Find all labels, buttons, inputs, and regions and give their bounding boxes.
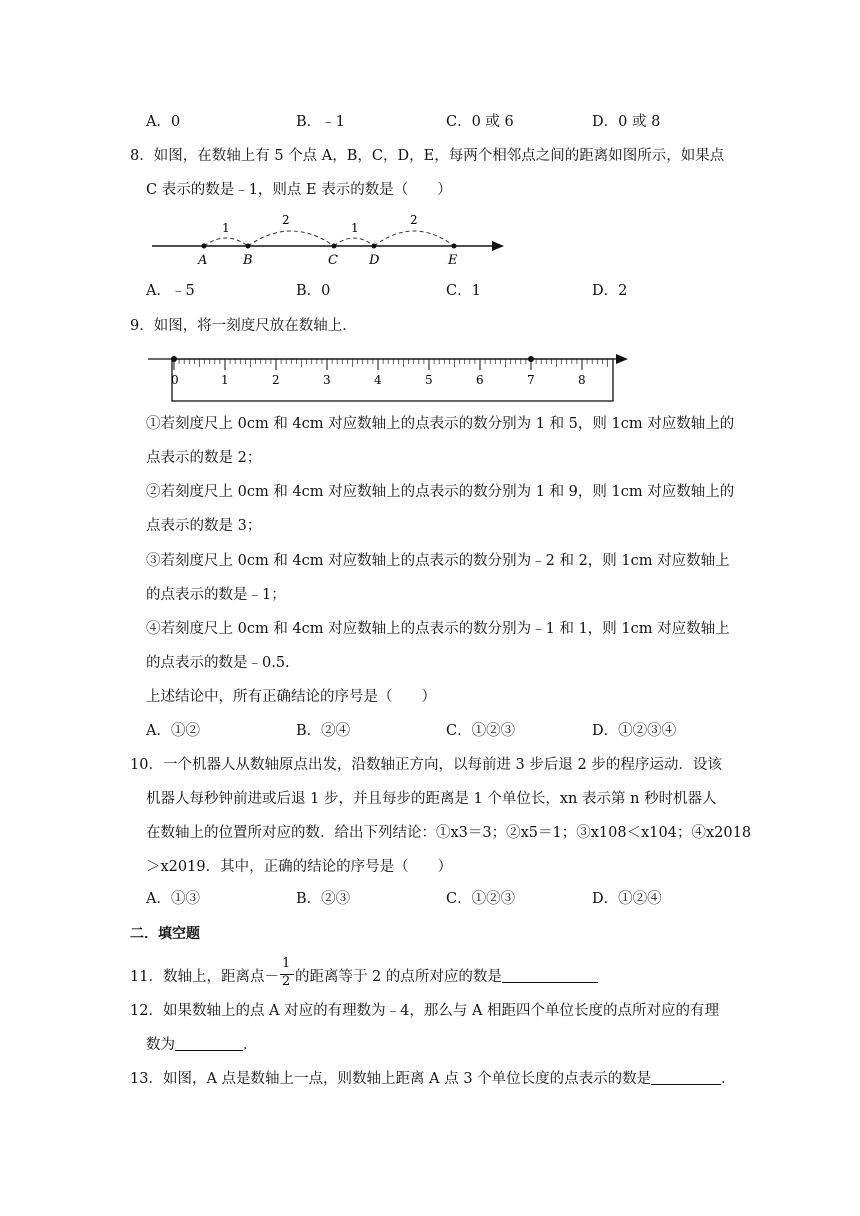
- q8-point-label-e: E: [448, 253, 458, 268]
- q8-gap-label-3: 1: [351, 221, 359, 235]
- q10-option-b: B．②③: [296, 891, 351, 907]
- q8-arc-ab: [204, 238, 248, 246]
- q12-stem-line1: 12．如果数轴上的点 A 对应的有理数为﹣4，那么与 A 相距四个单位长度的点所对应的有理: [130, 1003, 720, 1019]
- q8-arc-cd: [334, 238, 374, 246]
- q8-point-d: [372, 244, 377, 249]
- q12-answer-blank[interactable]: [175, 1036, 243, 1051]
- q9-axis-arrow: [616, 354, 628, 364]
- q9-option-b: B．②④: [296, 723, 351, 739]
- q8-point-label-d: D: [369, 253, 380, 268]
- q9-statement-3-line2: 的点表示的数是﹣1；: [146, 587, 286, 603]
- q9-ruler-body: [172, 359, 613, 401]
- q12-text: 数为: [146, 1037, 175, 1053]
- q8-gap-label-1: 1: [222, 221, 230, 235]
- q8-point-label-c: C: [328, 253, 338, 268]
- q13-period: ．: [721, 1071, 736, 1087]
- q9-statement-1-line2: 点表示的数是 2；: [146, 450, 262, 466]
- q11-fraction-numerator: 1: [281, 956, 291, 971]
- q9-point-seven: [528, 356, 534, 362]
- q10-option-c: C．①②③: [446, 891, 516, 907]
- q9-statement-2-line1: ②若刻度尺上 0cm 和 4cm 对应数轴上的点表示的数分别为 1 和 9，则 1cm 对应数轴上的: [146, 484, 735, 500]
- q9-ruler-ticks: [171, 359, 608, 387]
- q11-fraction-denominator: 2: [281, 974, 291, 989]
- ruler-tick-label: 7: [527, 373, 535, 387]
- q8-point-label-b: B: [243, 253, 253, 268]
- q9-statement-1-line1: ①若刻度尺上 0cm 和 4cm 对应数轴上的点表示的数分别为 1 和 5，则 1cm 对应数轴上的: [146, 416, 735, 432]
- ruler-tick-label: 8: [578, 373, 586, 387]
- q9-statement-4-line1: ④若刻度尺上 0cm 和 4cm 对应数轴上的点表示的数分别为﹣1 和 1，则 1cm 对应数轴上: [146, 621, 730, 637]
- ruler-tick-label: 0: [171, 373, 179, 387]
- q9-statement-3-line1: ③若刻度尺上 0cm 和 4cm 对应数轴上的点表示的数分别为﹣2 和 2，则 1cm 对应数轴上: [146, 553, 730, 569]
- ruler-tick-label: 3: [323, 373, 331, 387]
- q13-answer-blank[interactable]: [651, 1070, 721, 1085]
- q10-option-a: A．①③: [146, 891, 200, 907]
- ruler-tick-label: 4: [374, 373, 382, 387]
- q8-option-a: A．﹣5: [146, 283, 195, 299]
- q7-option-b: B．﹣1: [296, 114, 345, 130]
- q9-point-origin: [171, 356, 177, 362]
- ruler-tick-label: 6: [476, 373, 484, 387]
- q8-stem-line1: 8．如图，在数轴上有 5 个点 A，B，C，D，E，每两个相邻点之间的距离如图所示，如果点: [130, 148, 725, 164]
- q9-option-c: C．①②③: [446, 723, 516, 739]
- q11-stem: [130, 956, 598, 991]
- q10-stem-line4: ＞x2019．其中，正确的结论的序号是（ ）: [146, 859, 453, 875]
- q10-stem-line1: 10．一个机器人从数轴原点出发，沿数轴正方向，以每前进 3 步后退 2 步的程序运动．设该: [130, 757, 722, 773]
- q11-minus: －: [264, 969, 279, 985]
- q8-number-line-figure: [148, 208, 508, 270]
- q10-stem-line2: 机器人每秒钟前进或后退 1 步，并且每步的距离是 1 个单位长，xn 表示第 n 秒时机器人: [146, 791, 717, 807]
- q7-option-a: A．0: [146, 114, 181, 130]
- q8-gap-label-2: 2: [282, 213, 290, 227]
- q8-point-label-a: A: [198, 253, 208, 268]
- q9-statement-2-line2: 点表示的数是 3；: [146, 518, 262, 534]
- ruler-tick-label: 2: [272, 373, 280, 387]
- q9-statement-4-line2: 的点表示的数是﹣0.5.: [146, 655, 290, 671]
- q8-option-c: C．1: [446, 283, 481, 299]
- q12-period: ．: [243, 1037, 258, 1053]
- q8-point-c: [332, 244, 337, 249]
- section-heading-fill-in: 二．填空题: [130, 926, 200, 942]
- q10-stem-line3: 在数轴上的位置所对应的数．给出下列结论：①x3＝3；②x5＝1；③x108＜x104；④x2018: [146, 825, 752, 841]
- q7-option-d: D．0 或 8: [592, 114, 661, 130]
- q8-option-d: D．2: [592, 283, 628, 299]
- q8-point-a: [202, 244, 207, 249]
- q8-stem-line2: C 表示的数是﹣1，则点 E 表示的数是（ ）: [146, 182, 452, 198]
- q11-fraction: [280, 956, 294, 991]
- q9-option-d: D．①②③④: [592, 723, 677, 739]
- q12-stem-line2: [146, 1035, 258, 1055]
- q11-answer-blank[interactable]: [502, 968, 598, 983]
- q8-point-e: [452, 244, 457, 249]
- ruler-tick-label: 1: [221, 373, 229, 387]
- q8-point-b: [246, 244, 251, 249]
- q11-text-before: 11．数轴上，距离点: [130, 969, 265, 985]
- q8-axis-arrow: [492, 241, 504, 251]
- q13-text: 13．如图，A 点是数轴上一点，则数轴上距离 A 点 3 个单位长度的点表示的数是: [130, 1071, 652, 1087]
- q8-option-b: B．0: [296, 283, 331, 299]
- q9-question: 上述结论中，所有正确结论的序号是（ ）: [146, 689, 436, 705]
- q10-option-d: D．①②④: [592, 891, 662, 907]
- q7-option-c: C．0 或 6: [446, 114, 514, 130]
- ruler-tick-label: 5: [425, 373, 433, 387]
- q8-arc-de: [374, 231, 454, 246]
- q8-arc-bc: [248, 231, 334, 246]
- q11-text-after: 的距离等于 2 的点所对应的数是: [294, 969, 502, 985]
- q9-ruler-figure: [148, 348, 634, 408]
- q13-stem: [130, 1069, 736, 1089]
- q9-stem: 9．如图，将一刻度尺放在数轴上．: [130, 318, 357, 334]
- q9-option-a: A．①②: [146, 723, 200, 739]
- q8-gap-label-4: 2: [410, 213, 418, 227]
